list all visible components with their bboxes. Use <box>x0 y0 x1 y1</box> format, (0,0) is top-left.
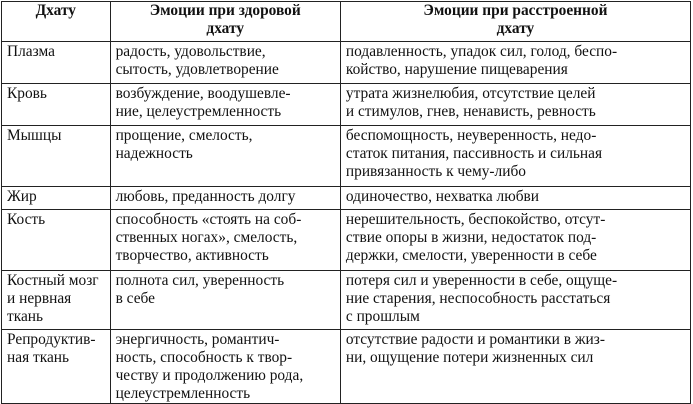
cell-dhatu <box>2 271 111 330</box>
cell-healthy-line: сытость, удовлетворение <box>115 61 279 78</box>
cell-healthy-line: энергичность, романтич- <box>115 331 280 348</box>
cell-dhatu-line: Жир <box>7 188 37 205</box>
cell-healthy-line: полнота сил, уверенность <box>115 272 285 289</box>
cell-healthy <box>110 271 340 330</box>
cell-disturbed-line: подавленность, упадок сил, голод, беспо- <box>345 43 618 60</box>
cell-healthy-line: честву и продолжению рода, <box>115 367 304 384</box>
cell-disturbed-line: одиночество, нехватка любви <box>345 188 540 205</box>
cell-disturbed-line: потеря сил и уверенности в себе, ощуще- <box>345 272 618 289</box>
cell-disturbed-line: койство, нарушение пищеварения <box>345 61 568 78</box>
cell-healthy-line: целеустремленность <box>115 385 251 402</box>
cell-dhatu-line: Репродуктив- <box>7 331 96 348</box>
header-healthy-line-1: Эмоции при здоровой <box>149 2 301 19</box>
cell-disturbed-line: утрата жизнелюбия, отсутствие целей <box>345 85 596 102</box>
cell-disturbed-line: привязанность к чему-либо <box>345 163 526 180</box>
dhatu-emotions-table <box>1 1 691 404</box>
cell-disturbed <box>340 271 690 330</box>
cell-healthy-line: любовь, преданность долгу <box>115 188 296 205</box>
header-disturbed-line-2: дхату <box>496 20 535 37</box>
cell-disturbed-line: ствие опоры в жизни, недостаток под- <box>345 229 597 246</box>
cell-dhatu <box>2 210 111 271</box>
cell-healthy <box>110 84 340 126</box>
table-row <box>2 42 691 84</box>
header-disturbed-line-1: Эмоции при расстроенной <box>423 2 608 19</box>
cell-dhatu <box>2 187 111 210</box>
cell-healthy-line: творчество, активность <box>115 247 269 264</box>
cell-disturbed-line: нерешительность, беспокойство, отсут- <box>345 211 606 228</box>
cell-dhatu-line: и нервная <box>7 290 72 307</box>
cell-dhatu-line: ткань <box>7 308 44 325</box>
cell-healthy <box>110 126 340 187</box>
header-dhatu <box>2 2 111 42</box>
cell-dhatu-line: Кость <box>7 211 46 228</box>
cell-healthy <box>110 187 340 210</box>
cell-disturbed-line: с прошлым <box>345 308 420 325</box>
cell-disturbed <box>340 126 690 187</box>
table-row <box>2 84 691 126</box>
cell-dhatu-line: Плазма <box>7 43 55 60</box>
cell-dhatu <box>2 84 111 126</box>
cell-healthy-line: ственных ногах», смелость, <box>115 229 298 246</box>
cell-healthy-line: возбуждение, воодушевле- <box>115 85 291 102</box>
cell-disturbed-line: ни, ощущение потери жизненных сил <box>345 349 594 366</box>
cell-healthy <box>110 210 340 271</box>
cell-disturbed-line: и стимулов, гнев, ненависть, ревность <box>345 103 596 120</box>
cell-dhatu <box>2 126 111 187</box>
cell-disturbed <box>340 84 690 126</box>
cell-healthy-line: ние, целеустремленность <box>115 103 282 120</box>
cell-dhatu-line: ная ткань <box>7 349 70 366</box>
table-row <box>2 126 691 187</box>
cell-healthy <box>110 42 340 84</box>
cell-dhatu-line: Костный мозг <box>7 272 99 289</box>
cell-healthy-line: радость, удовольствие, <box>115 43 266 60</box>
cell-disturbed-line: отсутствие радости и романтики в жиз- <box>345 331 605 348</box>
table-row <box>2 210 691 271</box>
cell-dhatu <box>2 42 111 84</box>
header-row <box>2 2 691 42</box>
cell-disturbed <box>340 187 690 210</box>
cell-disturbed-line: беспомощность, неуверенность, недо- <box>345 127 597 144</box>
cell-disturbed <box>340 42 690 84</box>
cell-dhatu <box>2 330 111 404</box>
cell-healthy <box>110 330 340 404</box>
table-row <box>2 271 691 330</box>
cell-healthy-line: надежность <box>115 145 193 162</box>
cell-disturbed-line: ние старения, неспособность расстаться <box>345 290 611 307</box>
cell-dhatu-line: Мышцы <box>7 127 62 144</box>
table-row <box>2 330 691 404</box>
header-healthy-line-2: дхату <box>206 20 245 37</box>
cell-disturbed <box>340 330 690 404</box>
cell-dhatu-line: Кровь <box>7 85 47 102</box>
cell-disturbed <box>340 210 690 271</box>
cell-healthy-line: способность «стоять на соб- <box>115 211 302 228</box>
cell-healthy-line: прощение, смелость, <box>115 127 253 144</box>
header-disturbed-emotions <box>340 2 690 42</box>
cell-disturbed-line: статок питания, пассивность и сильная <box>345 145 603 162</box>
header-dhatu-text: Дхату <box>35 2 76 19</box>
cell-healthy-line: ность, способность к твор- <box>115 349 293 366</box>
header-healthy-emotions <box>110 2 340 42</box>
table-row <box>2 187 691 210</box>
cell-disturbed-line: держки, смелости, уверенности в себе <box>345 247 597 264</box>
cell-healthy-line: в себе <box>115 290 155 307</box>
